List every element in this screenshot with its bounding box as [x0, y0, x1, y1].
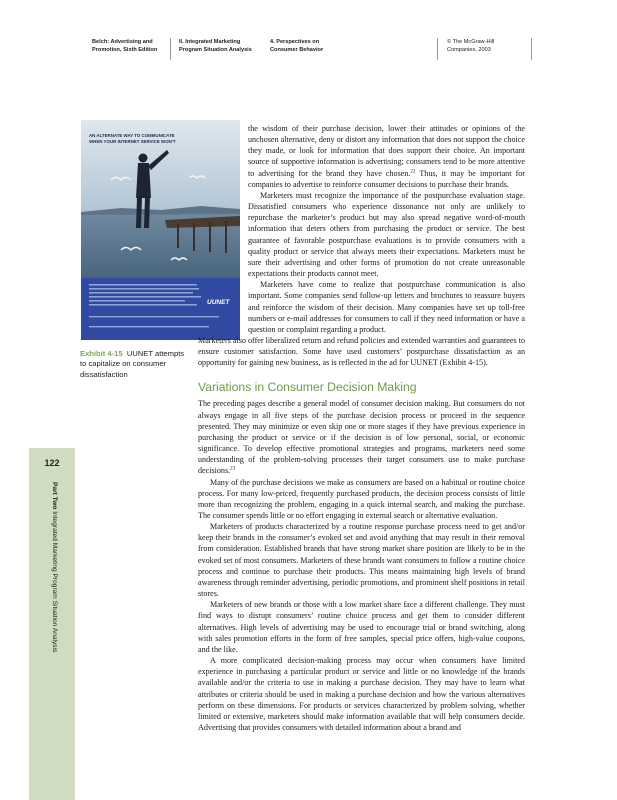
part-title-text: Integrated Marketing Program Situation Analysis [51, 511, 58, 653]
paragraph [198, 398, 525, 476]
page-number: 122 [44, 458, 60, 468]
section-heading: Variations in Consumer Decision Making [198, 380, 417, 395]
exhibit-number: Exhibit 4-15 [80, 349, 123, 358]
ad-headline-line1: AN ALTERNATE WAY TO COMMUNICATE [89, 133, 175, 138]
paragraph-text: The preceding pages describe a general model of consumer decision making. But consumers do not always engage in all five steps of the purchase decision process or proceed in the sequence presented. They may minimize or even skip one or more stages if they have previous experience in purchasing the product or service or if the decision is of low personal, social, or economic significance. To develop effective promotional strategies and programs, marketers need some understanding of the problem-solving processes their target consumers use to make purchase decisions. [198, 399, 525, 476]
running-header [0, 38, 617, 68]
paragraph: A more complicated decision-making process may occur when consumers have limited experience in purchasing a particular product or service and little or no knowledge of the brands available and/or the criteria to use in making a purchase decision. They may have to learn what attributes or criteria should be used in making a purchase decision and how the various alternatives perform on these dimensions. For products or services characterized by problem solving, whether limited or extensive, marketers should make information available that will help consumers decide. Advertising that provides consumers with detailed information about a brand and [198, 656, 525, 732]
page-sidebar [29, 448, 75, 800]
paragraph: Marketers of products characterized by a routine response purchase process need to get and/or keep their brands in the consumer’s evoked set and avoid anything that may result in their removal from consideration. Established brands that have strong market share position are likely to be in the evoked set of most consumers. Marketers of these brands want consumers to follow a routine choice process and continue to purchase their products. This means maintaining high levels of brand awareness through reminder advertising, periodic promotions, and prominent shelf positions in retail stores. [198, 522, 525, 599]
paragraph-text: Thus, it may be important for companies to advertise to reinforce consumer decisions to purchase their brands. [248, 168, 526, 189]
header-copyright-line1: © The McGraw-Hill [447, 39, 495, 45]
paragraph: Marketers also offer liberalized return and refund policies and extended warranties and guarantees to ensure customer satisfaction. Some have used customers’ postpurchase dissatisfaction as an opportunity for gaining new business, as is reflected in the ad for UUNET (Exhibit 4-15). [198, 335, 525, 368]
header-copyright-line2: Companies, 2003 [447, 47, 491, 53]
header-divider [531, 38, 532, 60]
header-part-line1: II. Integrated Marketing [179, 39, 241, 45]
ad-headline-line2: WHEN YOUR INTERNET SERVICE WON'T [89, 139, 176, 144]
paragraph: Marketers have come to realize that postpurchase communication is also important. Some companies send follow-up letters and brochures to reassure buyers and reinforce the wisdom of their decision. Many companies have set up toll-free numbers or e-mail addresses for consumers to call if they need information or have a question or complaint regarding a product. [248, 280, 525, 334]
header-part-line2: Program Situation Analysis [179, 47, 252, 53]
footnote-ref: 22 [410, 168, 416, 174]
header-book-line1: Belch: Advertising and [92, 39, 153, 45]
paragraph [248, 123, 525, 190]
footnote-ref: 23 [230, 466, 236, 472]
ad-logo: UUNET [207, 299, 230, 306]
header-part [179, 38, 252, 54]
paragraph: Marketers must recognize the importance of the postpurchase evaluation stage. Dissatisfied consumers who experience dissonance not only are unlikely to repurchase the marketer’s product but may also spread negative word-of-mouth information that deters others from purchasing the product or service. The best guarantee of favorable postpurchase evaluations is to provide consumers with a quality product or service that always meets their expectations. Marketers must be sure their advertising and other forms of promotion do not create unreasonable expectations their products cannot meet. [248, 190, 525, 279]
body-text-column [198, 123, 525, 733]
paragraph-text: the wisdom of their purchase decision, lower their attitudes or opinions of the unchosen alternative, deny or distort any information that does not support the choice they made, or look for information that does support their choice. An important source of supportive information is advertising; consumers tend to be more attentive to advertising for the brand they have chosen. [248, 124, 525, 178]
paragraph: Marketers of new brands or those with a low market share face a different challenge. They must find ways to disrupt consumers’ routine choice process and get them to consider different alternatives. High levels of advertising may be used to encourage trial or brand switching, along with sales promotion efforts in the form of free samples, special price offers, high-value coupons, and the like. [198, 600, 525, 654]
header-chapter [270, 38, 323, 54]
header-book-line2: Promotion, Sixth Edition [92, 47, 158, 53]
header-divider [170, 38, 171, 60]
exhibit-caption [80, 349, 190, 380]
header-book [92, 38, 157, 54]
part-title [46, 482, 58, 782]
header-copyright [447, 38, 494, 54]
exhibit-caption-text: UUNET attempts to capitalize on consumer dissatisfaction [80, 349, 185, 379]
header-chapter-line2: Consumer Behavior [270, 47, 324, 53]
paragraph: Many of the purchase decisions we make as consumers are based on a habitual or routine choice process. For many low-priced, frequently purchased products, the decision process consists of little more than recognizing the problem, engaging in a quick internal search, and making the purchase. The consumer spends little or no effort engaging in external search or alternative evaluation. [198, 477, 525, 520]
part-label: Part Two [51, 482, 58, 510]
text-beside-exhibit [248, 123, 525, 335]
header-chapter-line1: 4. Perspectives on [270, 39, 320, 45]
header-divider [437, 38, 438, 60]
